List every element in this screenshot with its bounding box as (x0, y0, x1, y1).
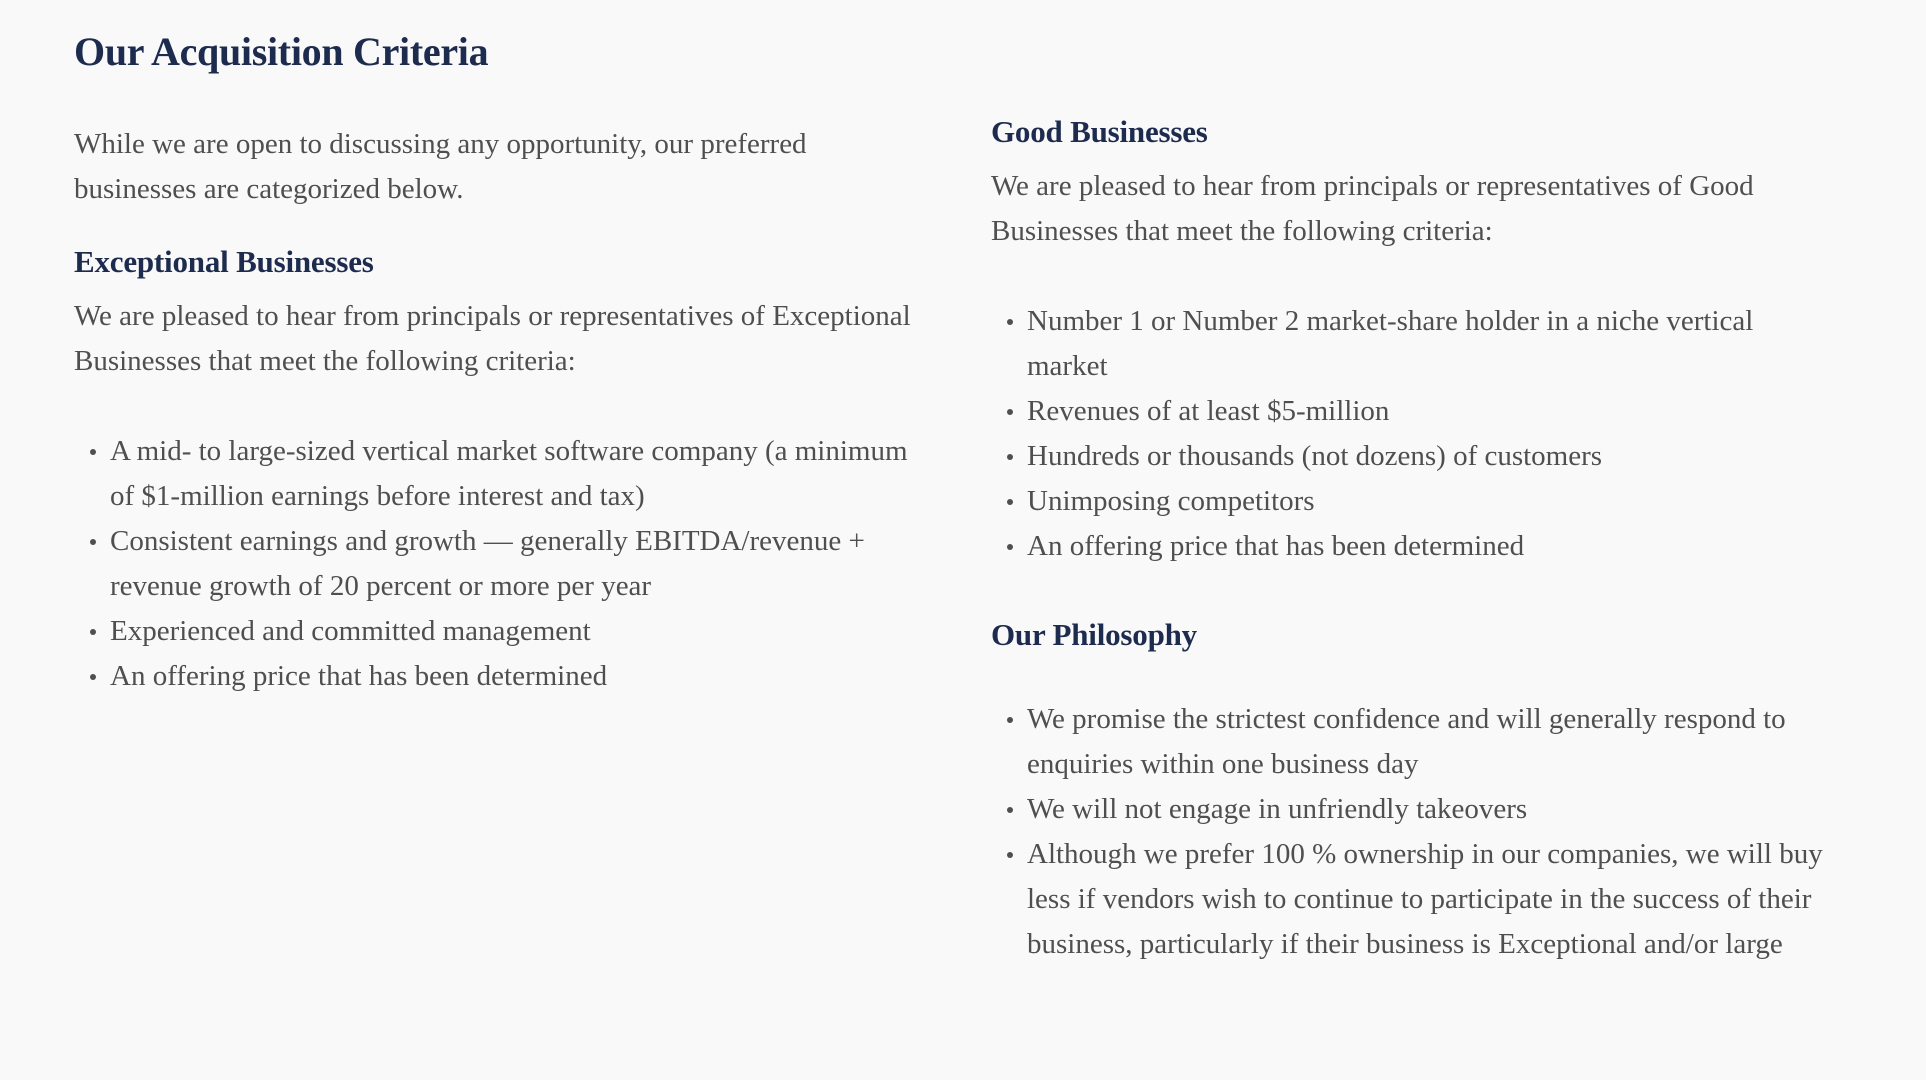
list-item: Revenues of at least $5-million (1027, 389, 1831, 434)
good-description: We are pleased to hear from principals or representatives of Good Businesses that meet the following criteria: (991, 170, 1754, 247)
exceptional-criteria-list (74, 429, 934, 699)
list-item: An offering price that has been determined (1027, 524, 1831, 569)
right-column (991, 110, 1831, 967)
list-item: We will not engage in unfriendly takeovers (1027, 787, 1831, 832)
exceptional-description: We are pleased to hear from principals or representatives of Exceptional Businesses that meet the following criteria: (74, 300, 911, 377)
philosophy-heading: Our Philosophy (991, 617, 1197, 652)
good-criteria-list (991, 299, 1831, 569)
exceptional-heading: Exceptional Businesses (74, 244, 374, 279)
left-column (74, 22, 934, 699)
list-item: Consistent earnings and growth — generally EBITDA/revenue + revenue growth of 20 percent or more per year (110, 519, 934, 609)
list-item: We promise the strictest confidence and will generally respond to enquiries within one business day (1027, 697, 1831, 787)
good-heading: Good Businesses (991, 114, 1208, 149)
list-item: Number 1 or Number 2 market-share holder in a niche vertical market (1027, 299, 1831, 389)
list-item: Hundreds or thousands (not dozens) of customers (1027, 434, 1831, 479)
list-item: Although we prefer 100 % ownership in our companies, we will buy less if vendors wish to continue to participate in the success of their business, particularly if their business is Exceptional and/or large (1027, 832, 1831, 967)
list-item: A mid- to large-sized vertical market software company (a minimum of $1-million earnings before interest and tax) (110, 429, 934, 519)
list-item: An offering price that has been determined (110, 654, 934, 699)
list-item: Unimposing competitors (1027, 479, 1831, 524)
intro-text: While we are open to discussing any opportunity, our preferred businesses are categorized below. (74, 128, 807, 205)
philosophy-list (991, 697, 1831, 967)
list-item: Experienced and committed management (110, 609, 934, 654)
page-title: Our Acquisition Criteria (74, 29, 489, 74)
